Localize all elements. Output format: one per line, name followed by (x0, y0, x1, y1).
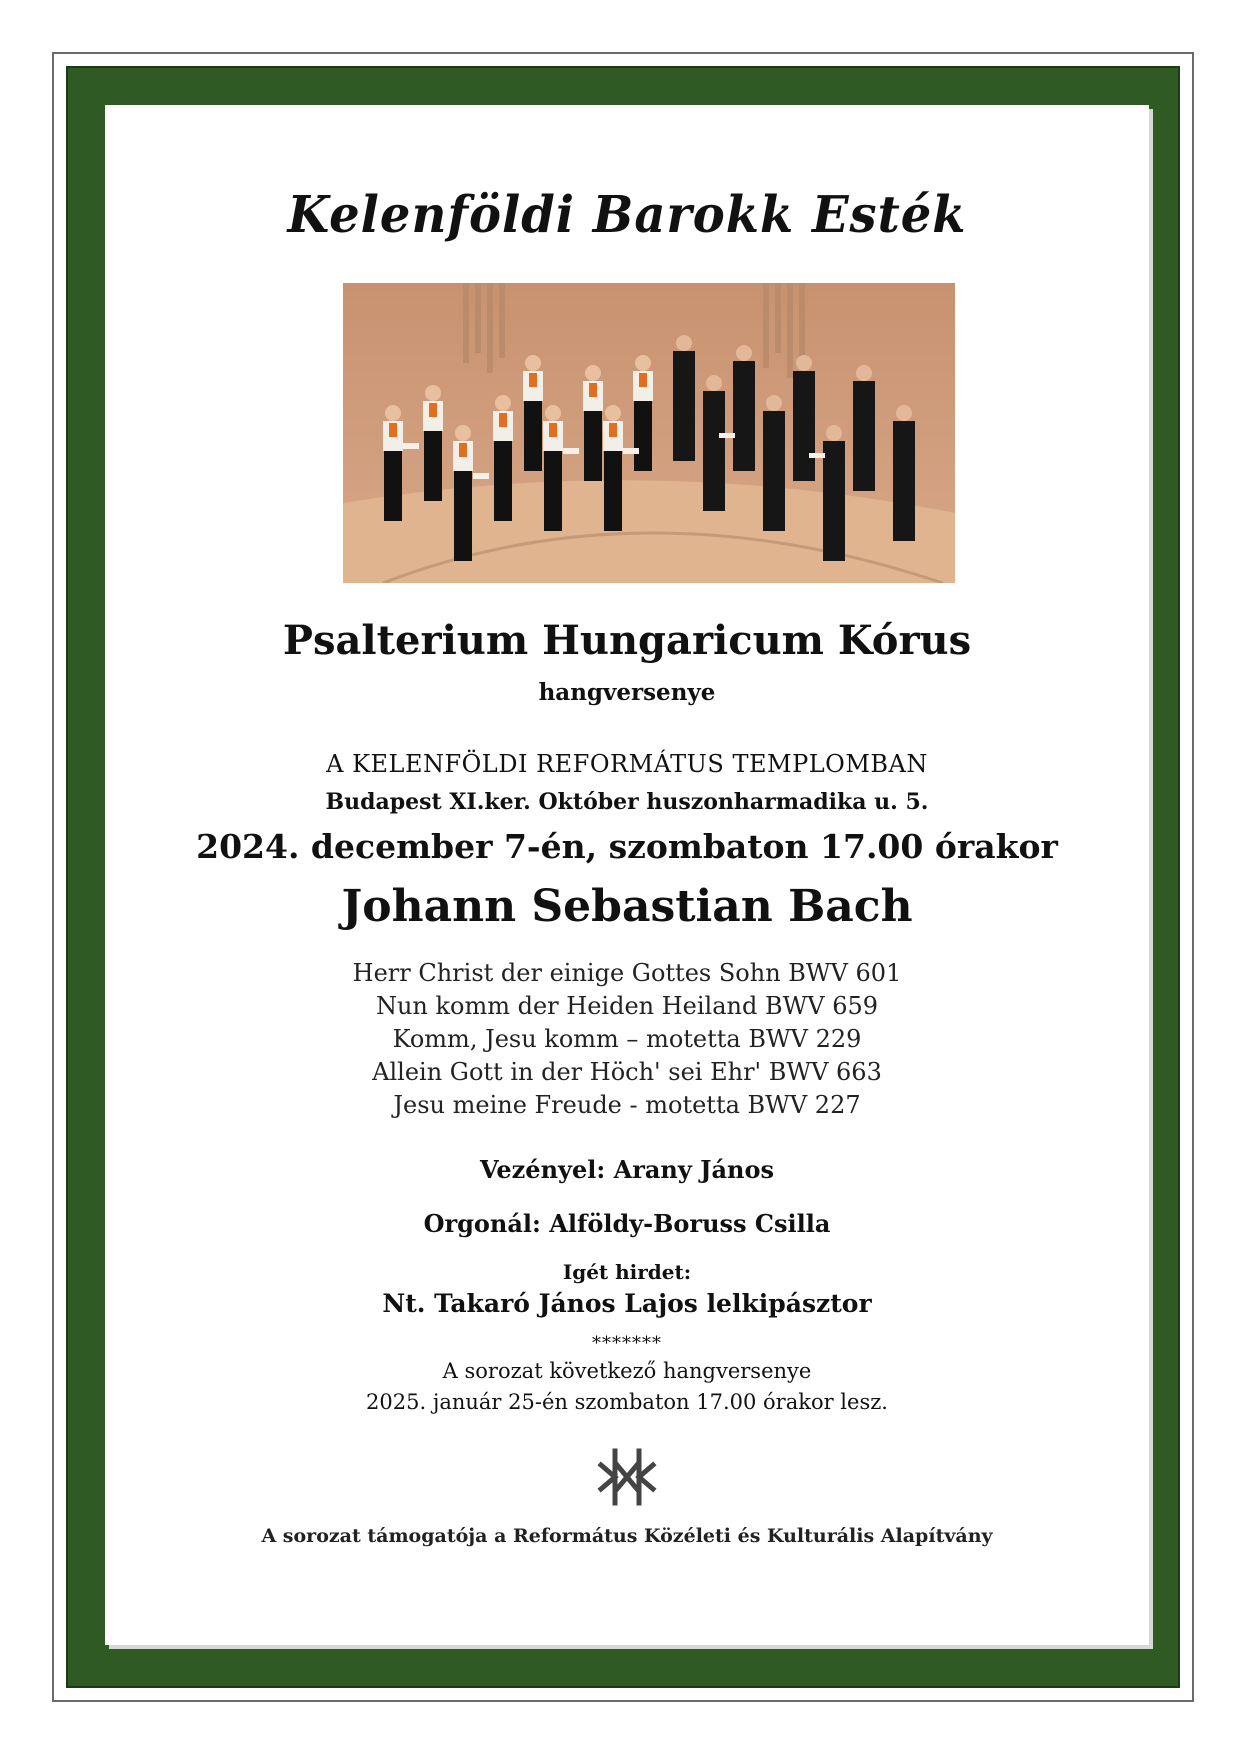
sermon-label: Igét hirdet: (562, 1260, 692, 1284)
next-concert-line-2: 2025. január 25-én szombaton 17.00 órakor lesz. (366, 1390, 888, 1414)
work-item: Jesu meine Freude - motetta BWV 227 (393, 1091, 861, 1119)
address: Budapest XI.ker. Október huszonharmadika u. 5. (325, 789, 929, 815)
poster-content (105, 105, 1149, 1645)
sponsor-note: A sorozat támogatója a Református Közéleti és Kulturális Alapítvány (261, 1525, 993, 1547)
concert-datetime: 2024. december 7-én, szombaton 17.00 órakor (196, 827, 1058, 866)
organ-credit: Orgonál: Alföldy-Boruss Csilla (423, 1209, 831, 1238)
work-item: Allein Gott in der Höch' sei Ehr' BWV 663 (372, 1058, 882, 1086)
series-title: Kelenföldi Barokk Esték (287, 185, 967, 245)
conductor-credit: Vezényel: Arany János (479, 1155, 775, 1184)
separator: ******* (592, 1333, 662, 1354)
work-item: Herr Christ der einige Gottes Sohn BWV 601 (352, 959, 902, 987)
choir-name: Psalterium Hungaricum Kórus (282, 617, 972, 664)
poster-page (105, 105, 1149, 1645)
foundation-logo-icon (595, 1445, 659, 1509)
next-concert-line-1: A sorozat következő hangversenye (442, 1359, 812, 1383)
subtitle: hangversenye (538, 679, 716, 706)
works-list (105, 957, 1149, 1122)
work-item: Nun komm der Heiden Heiland BWV 659 (375, 992, 879, 1020)
composer: Johann Sebastian Bach (341, 881, 913, 932)
venue: A KELENFÖLDI REFORMÁTUS TEMPLOMBAN (326, 750, 928, 778)
sermon-name: Nt. Takaró János Lajos lelkipásztor (382, 1289, 872, 1318)
work-item: Komm, Jesu komm – motetta BWV 229 (392, 1025, 862, 1053)
choir-photo (343, 283, 955, 583)
